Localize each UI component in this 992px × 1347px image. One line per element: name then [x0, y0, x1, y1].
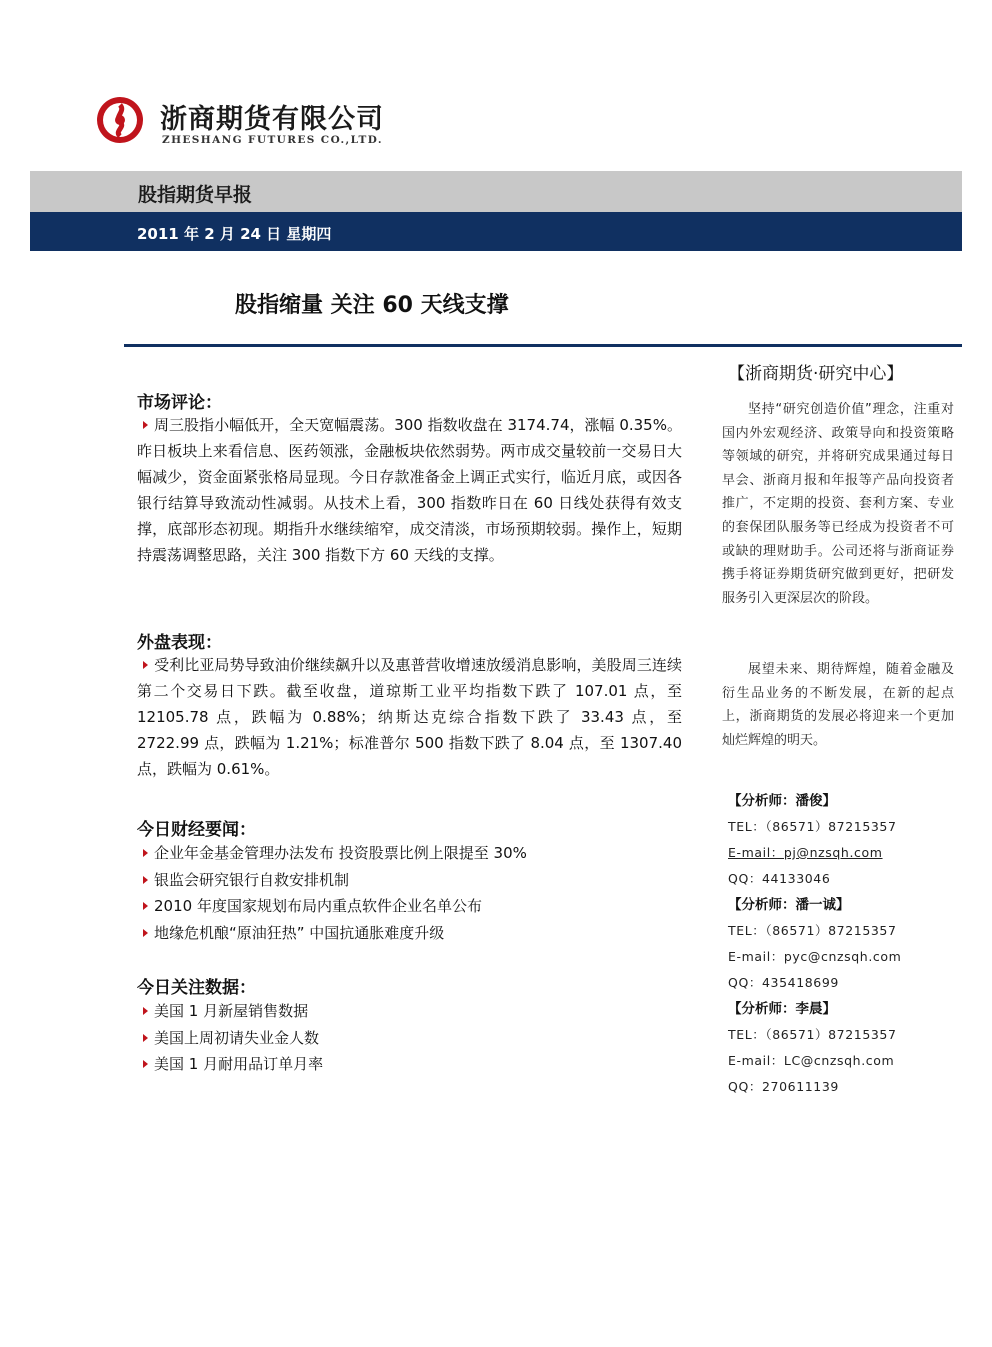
- bullet-triangle-icon: [143, 1034, 148, 1042]
- analyst-qq: QQ：44133046: [728, 871, 831, 886]
- list-item: 2010 年度国家规划布局内重点软件企业名单公布: [137, 893, 527, 920]
- analyst-name: 【分析师：潘俊】: [728, 793, 836, 809]
- list-item: 银监会研究银行自救安排机制: [137, 867, 527, 894]
- market-comment-paragraph: [137, 412, 682, 568]
- report-type: 股指期货早报: [138, 184, 253, 206]
- zheshang-logo-icon: [95, 95, 145, 145]
- list-item: 美国 1 月新屋销售数据: [137, 998, 323, 1025]
- list-item: 美国上周初请失业金人数: [137, 1025, 323, 1052]
- analyst-email-link[interactable]: E-mail：pj@nzsqh.com: [728, 845, 883, 860]
- research-center-outlook: 展望未来、期待辉煌，随着金融及衍生品业务的不断发展，在新的起点上，浙商期货的发展必将迎来一个更加灿烂辉煌的明天。: [722, 662, 954, 748]
- analyst-qq: QQ：435418699: [728, 975, 839, 990]
- section-title-news: 今日财经要闻：: [137, 820, 256, 840]
- analyst-contacts: [728, 788, 901, 1100]
- analyst-tel: TEL：（86571）87215357: [728, 923, 897, 938]
- research-center-intro: 坚持“研究创造价值”理念，注重对国内外宏观经济、政策导向和投资策略等领域的研究，并将研究成果通过每日早会、浙商月报和年报等产品向投资者推广，不定期的投资、套利方案、专业的套保团队服务等已经成为投资者不可或缺的理财助手。公司还将与浙商证券携手将证券期货研究做到更好，把研发服务引入更深层次的阶段。: [722, 402, 954, 606]
- bullet-triangle-icon: [143, 876, 148, 884]
- headline-divider: [124, 344, 962, 347]
- bullet-triangle-icon: [143, 849, 148, 857]
- section-title-data-focus: 今日关注数据：: [137, 978, 256, 998]
- market-comment-text: 周三股指小幅低开，全天宽幅震荡。300 指数收盘在 3174.74，涨幅 0.35%。昨日板块上来看信息、医药领涨，金融板块依然弱势。两市成交量较前一交易日大幅减少，资金面紧张格局显现。今日存款准备金上调正式实行，临近月底，或因各银行结算导致流动性减弱。从技术上看，300 指数昨日在 60 日线处获得有效支撑，底部形态初现。期指升水继续缩窄，成交清淡，市场预期较弱。操作上，短期持震荡调整思路，关注 300 指数下方 60 天线的支撑。: [137, 416, 682, 564]
- data-focus-list: [137, 998, 323, 1078]
- analyst-tel: TEL：（86571）87215357: [728, 819, 897, 834]
- research-center-title: 【浙商期货·研究中心】: [728, 364, 904, 384]
- analyst-email: E-mail：pyc@cnzsqh.com: [728, 949, 902, 964]
- analyst-name: 【分析师：李晨】: [728, 1001, 836, 1017]
- bullet-triangle-icon: [143, 929, 148, 937]
- report-date: 2011 年 2 月 24 日 星期四: [137, 225, 332, 243]
- news-list: [137, 840, 527, 946]
- section-title-overseas: 外盘表现：: [137, 633, 222, 653]
- analyst-email: E-mail：LC@cnzsqh.com: [728, 1053, 895, 1068]
- bullet-triangle-icon: [143, 661, 148, 669]
- bullet-triangle-icon: [143, 1007, 148, 1015]
- list-item: 企业年金基金管理办法发布 投资股票比例上限提至 30%: [137, 840, 527, 867]
- company-name-en: ZHESHANG FUTURES CO.,LTD.: [162, 134, 383, 146]
- bullet-triangle-icon: [143, 902, 148, 910]
- overseas-paragraph: [137, 652, 682, 782]
- analyst-qq: QQ：270611139: [728, 1079, 839, 1094]
- section-title-market-comment: 市场评论：: [137, 393, 222, 413]
- list-item: 地缘危机酿“原油狂热” 中国抗通胀难度升级: [137, 920, 527, 947]
- analyst-tel: TEL：（86571）87215357: [728, 1027, 897, 1042]
- overseas-text: 受利比亚局势导致油价继续飙升以及惠普营收增速放缓消息影响，美股周三连续第二个交易日下跌。截至收盘，道琼斯工业平均指数下跌了 107.01 点，至 12105.78 点，跌幅为 0.88%；纳斯达克综合指数下跌了 33.43 点，至 2722.99 点，跌幅为 1.21%；标准普尔 500 指数下跌了 8.04 点，至 1307.40 点，跌幅为 0.61%。: [137, 656, 682, 778]
- company-name: 浙商期货有限公司: [160, 104, 384, 135]
- bullet-triangle-icon: [143, 1060, 148, 1068]
- list-item: 美国 1 月耐用品订单月率: [137, 1051, 323, 1078]
- analyst-name: 【分析师：潘一诚】: [728, 897, 850, 913]
- bullet-triangle-icon: [143, 421, 148, 429]
- headline: 股指缩量 关注 60 天线支撑: [235, 293, 509, 318]
